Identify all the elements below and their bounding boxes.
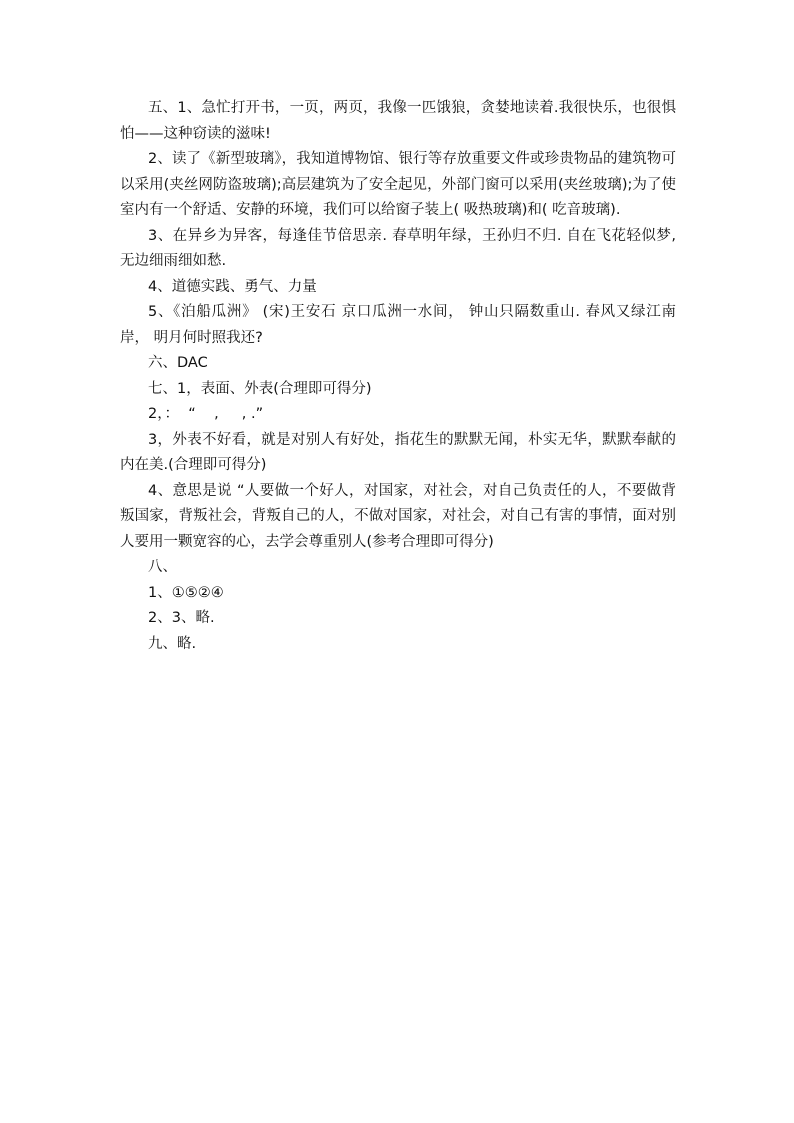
answer-9: 九、略.: [148, 635, 197, 652]
answer-8-heading: 八、: [148, 559, 177, 575]
answer-5-1: 五、1、急忙打开书，一页，两页，我像一匹饿狼，贪婪地读着.我很快乐，也很惧怕——这种窃读的滋味!: [120, 100, 676, 142]
answer-5-4: 4、道德实践、勇气、力量: [148, 278, 317, 295]
answer-5-3: 3、在异乡为异客，每逢佳节倍思亲. 春草明年绿，王孙归不归. 自在飞花轻似梦, 无边细雨细如愁.: [120, 227, 676, 269]
answer-8-1: 1、①⑤②④: [148, 584, 224, 601]
answer-8-2: 2、3、略.: [148, 610, 215, 626]
answer-5-5: 5、《泊船瓜洲》 (宋)王安石 京口瓜洲一水间， 钟山只隔数重山. 春风又绿江南岸， 明月何时照我还?: [120, 304, 676, 346]
answer-7-1: 七、1，表面、外表(合理即可得分): [148, 380, 372, 397]
answer-7-2: 2，： “ , , .”: [148, 406, 264, 422]
answer-7-3: 3，外表不好看，就是对别人有好处，指花生的默默无闻，朴实无华，默默奉献的内在美.(合理即可得分): [120, 431, 676, 473]
answer-text: [120, 96, 676, 657]
answer-5-2: 2、读了《新型玻璃》，我知道博物馆、银行等存放重要文件或珍贵物品的建筑物可以采用(夹丝网防盗玻璃);高层建筑为了安全起见，外部门窗可以采用(夹丝玻璃);为了使室内有一个舒适、安静的环境，我们可以给窗子装上( 吸热玻璃)和( 吃音玻璃).: [120, 151, 676, 218]
answer-7-4: 4、意思是说 “人要做一个好人，对国家，对社会，对自己负责任的人，不要做背叛国家，背叛社会，背叛自己的人，不做对国家，对社会，对自己有害的事情，面对别人要用一颗宽容的心，去学会尊重别人(参考合理即可得分): [120, 482, 676, 550]
answer-6: 六、DAC: [148, 355, 208, 371]
